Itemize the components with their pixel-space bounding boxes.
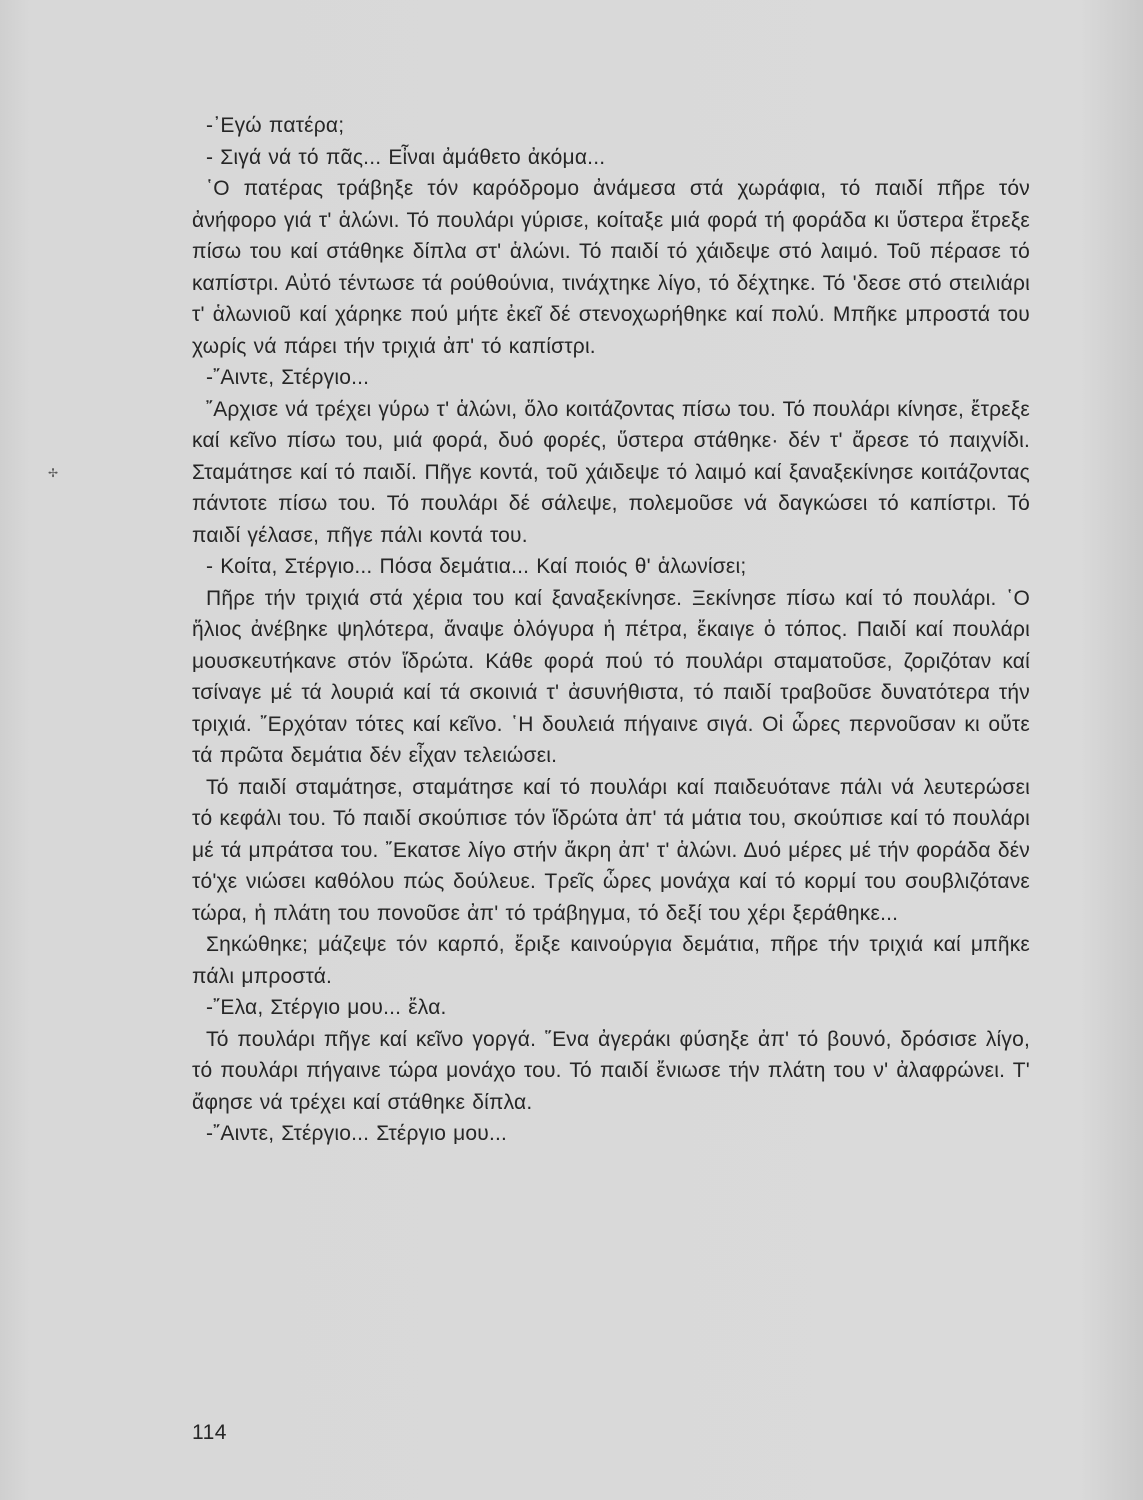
paragraph-narration-5: Σηκώθηκε; μάζεψε τόν καρπό, ἔριξε καινούργια δεμάτια, πῆρε τήν τριχιά καί μπῆκε πάλι μπροστά. [192,933,1030,988]
paragraph-narration-3: Πῆρε τήν τριχιά στά χέρια του καί ξαναξεκίνησε. Ξεκίνησε πίσω καί τό πουλάρι. ῾Ο ἥλιος ἀνέβηκε ψηλότερα, ἄναψε ὁλόγυρα ἡ πέτρα, ἔκαιγε ὁ τόπος. Παιδί καί πουλάρι μουσκευτήκανε στόν ἵδρώτα. Κάθε φορά πού τό πουλάρι σταματοῦσε, ζοριζόταν καί τσίναγε μέ τά λουριά καί τά σκοινιά τ' ἀσυνήθιστα, τό παιδί τραβοῦσε δυνατότερα τήν τριχιά. ῎Ερχόταν τότες καί κεῖνο. ῾Η δουλειά πήγαινε σιγά. Οἱ ὧρες περνοῦσαν κι οὔτε τά πρῶτα δεμάτια δέν εἶχαν τελειώσει. [192,586,1030,767]
paragraph-dialogue-2: - Σιγά νά τό πᾶς... Εἶναι ἀμάθετο ἀκόμα... [206,145,606,169]
paragraph-dialogue-6: -῎Αιντε, Στέργιο... Στέργιο μου... [206,1122,508,1145]
body-text [192,110,1030,1150]
paragraph-dialogue-1: -᾿Εγώ πατέρα; [206,114,345,137]
margin-speck-mark: ✢ [48,466,59,480]
paragraph-dialogue-4: - Κοίτα, Στέργιο... Πόσα δεμάτια... Καί ποιός θ' ἁλωνίσει; [206,555,747,578]
paragraph-narration-1: ῾Ο πατέρας τράβηξε τόν καρόδρομο ἀνάμεσα στά χωράφια, τό παιδί πῆρε τόν ἀνήφορο γιά τ' ἁλώνι. Τό πουλάρι γύρισε, κοίταξε μιά φορά τή φοράδα κι ὕστερα ἔτρεξε πίσω του καί στάθηκε δίπλα στ' ἁλώνι. Τό παιδί τό χάιδεψε στό λαιμό. Τοῦ πέρασε τό καπίστρι. Αὐτό τέντωσε τά ρούθούνια, τινάχτηκε λίγο, τό δέχτηκε. Τό 'δεσε στό στειλιάρι τ' ἁλωνιοῦ καί χάρηκε πού μήτε ἐκεῖ δέ στενοχωρήθηκε καί πολύ. Μπῆκε μπροστά του χωρίς νά πάρει τήν τριχιά ἀπ' τό καπίστρι. [192,177,1030,358]
paragraph-narration-2: ῎Αρχισε νά τρέχει γύρω τ' ἁλώνι, ὅλο κοιτάζοντας πίσω του. Τό πουλάρι κίνησε, ἔτρεξε καί κεῖνο πίσω του, μιά φορά, δυό φορές, ὕστερα στάθηκε· δέν τ' ἄρεσε τό παιχνίδι. Σταμάτησε καί τό παιδί. Πῆγε κοντά, τοῦ χάιδεψε τό λαιμό καί ξαναξεκίνησε κοιτάζοντας πάντοτε πίσω του. Τό πουλάρι δέ σάλεψε, πολεμοῦσε νά δαγκώσει τό καπίστρι. Τό παιδί γέλασε, πῆγε πάλι κοντά του. [192,397,1030,547]
page-number: 114 [192,1421,227,1444]
paragraph-dialogue-3: -῎Αιντε, Στέργιο... [206,366,370,389]
paragraph-dialogue-5: -῎Ελα, Στέργιο μου... ἔλα. [206,996,447,1019]
paragraph-narration-6: Τό πουλάρι πῆγε καί κεῖνο γοργά. ῞Ενα ἀγεράκι φύσηξε ἀπ' τό βουνό, δρόσισε λίγο, τό πουλάρι πήγαινε τώρα μονάχο του. Τό παιδί ἔνιωσε τήν πλάτη του ν' ἀλαφρώνει. Τ' ἄφησε νά τρέχει καί στάθηκε δίπλα. [192,1027,1030,1114]
paragraph-narration-4: Τό παιδί σταμάτησε, σταμάτησε καί τό πουλάρι καί παιδευότανε πάλι νά λευτερώσει τό κεφάλι του. Τό παιδί σκούπισε τόν ἵδρώτα ἀπ' τά μάτια του, σκούπισε καί τό πουλάρι μέ τά μπράτσα του. ῎Εκατσε λίγο στήν ἄκρη ἀπ' τ' ἁλώνι. Δυό μέρες μέ τήν φοράδα δέν τό'χε νιώσει καθόλου πώς δούλευε. Τρεῖς ὧρες μονάχα καί τό κορμί του σουβλιζότανε τώρα, ἡ πλάτη του πονοῦσε ἀπ' τό τράβηγμα, τό δεξί του χέρι ξεράθηκε... [192,775,1030,925]
